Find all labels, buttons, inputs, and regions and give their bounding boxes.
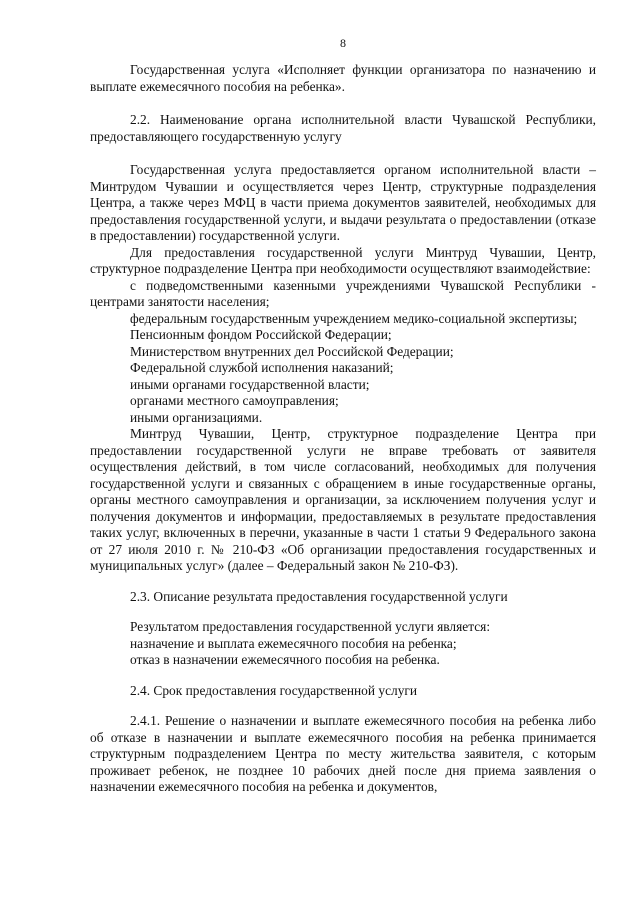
- paragraph: отказ в назначении ежемесячного пособия на ребенка.: [130, 652, 440, 667]
- paragraph: федеральным государственным учреждением медико-социальной экспертизы;: [130, 310, 578, 326]
- paragraph: 2.4.1. Решение о назначении и выплате ежемесячного пособия на ребенка либо об отказе в назначении и выплате ежемесячного пособия на ребенка принимается структурным подразделением Центра по месту жительства заявителя, с которым проживает ребенок, не позднее 10 рабочих дней после дня приема заявления о назначении ежемесячного пособия на ребенка и документов,: [90, 713, 596, 794]
- paragraph: иными организациями.: [130, 409, 263, 425]
- paragraph-spacer: [90, 145, 596, 162]
- paragraph: 2.3. Описание результата предоставления государственной услуги: [130, 588, 508, 604]
- paragraph: Министерством внутренних дел Российской Федерации;: [130, 343, 454, 359]
- paragraph-spacer: [90, 95, 596, 112]
- paragraph: Пенсионным фондом Российской Федерации;: [130, 327, 392, 342]
- paragraph: 2.4. Срок предоставления государственной услуги: [130, 682, 418, 698]
- paragraph-spacer: [90, 699, 596, 713]
- paragraph: Для предоставления государственной услуги Минтруд Чувашии, Центр, структурное подразделение Центра при необходимости осуществляют взаимодействие:: [90, 244, 596, 276]
- paragraph-spacer: [90, 575, 596, 589]
- paragraph: с подведомственными казенными учреждениями Чувашской Республики - центрами занятости населения;: [90, 277, 596, 309]
- document-page: [90, 36, 596, 796]
- document-body: [90, 62, 596, 796]
- paragraph: Минтруд Чувашии, Центр, структурное подразделение Центра при предоставлении государственной услуги не вправе требовать от заявителя осуществления действий, в том числе согласований, необходимых для получения государственной услуги и связанных с обращением в иные государственные органы, органы местного самоуправления и организации, за исключением получения услуг и получения документов и информации, предоставляемых в результате предоставления таких услуг, включенных в перечни, указанные в части 1 статьи 9 Федерального закона от 27 июля 2010 г. № 210-ФЗ «Об организации предоставления государственных и муниципальных услуг» (далее – Федеральный закон № 210-ФЗ).: [90, 426, 596, 573]
- page-number: 8: [340, 36, 346, 50]
- paragraph: Государственная услуга «Исполняет функции организатора по назначению и выплате ежемесячного пособия на ребенка».: [90, 62, 596, 94]
- paragraph: 2.2. Наименование органа исполнительной власти Чувашской Республики, предоставляющего государственную услугу: [90, 112, 596, 144]
- paragraph-spacer: [90, 605, 596, 619]
- paragraph-spacer: [90, 669, 596, 683]
- paragraph: иными органами государственной власти;: [130, 376, 370, 392]
- paragraph: назначение и выплата ежемесячного пособия на ребенка;: [130, 635, 457, 651]
- paragraph: Результатом предоставления государственной услуги является:: [130, 619, 491, 634]
- paragraph: Федеральной службой исполнения наказаний;: [130, 360, 394, 375]
- paragraph: Государственная услуга предоставляется органом исполнительной власти – Минтрудом Чувашии и осуществляется через Центр, структурные подразделения Центра, а также через МФЦ в части приема документов заявителей, необходимых для предоставления государственной услуги, и выдачи результата о предоставлении (отказе в предоставлении) государственной услуги.: [90, 162, 596, 243]
- paragraph: органами местного самоуправления;: [130, 393, 339, 408]
